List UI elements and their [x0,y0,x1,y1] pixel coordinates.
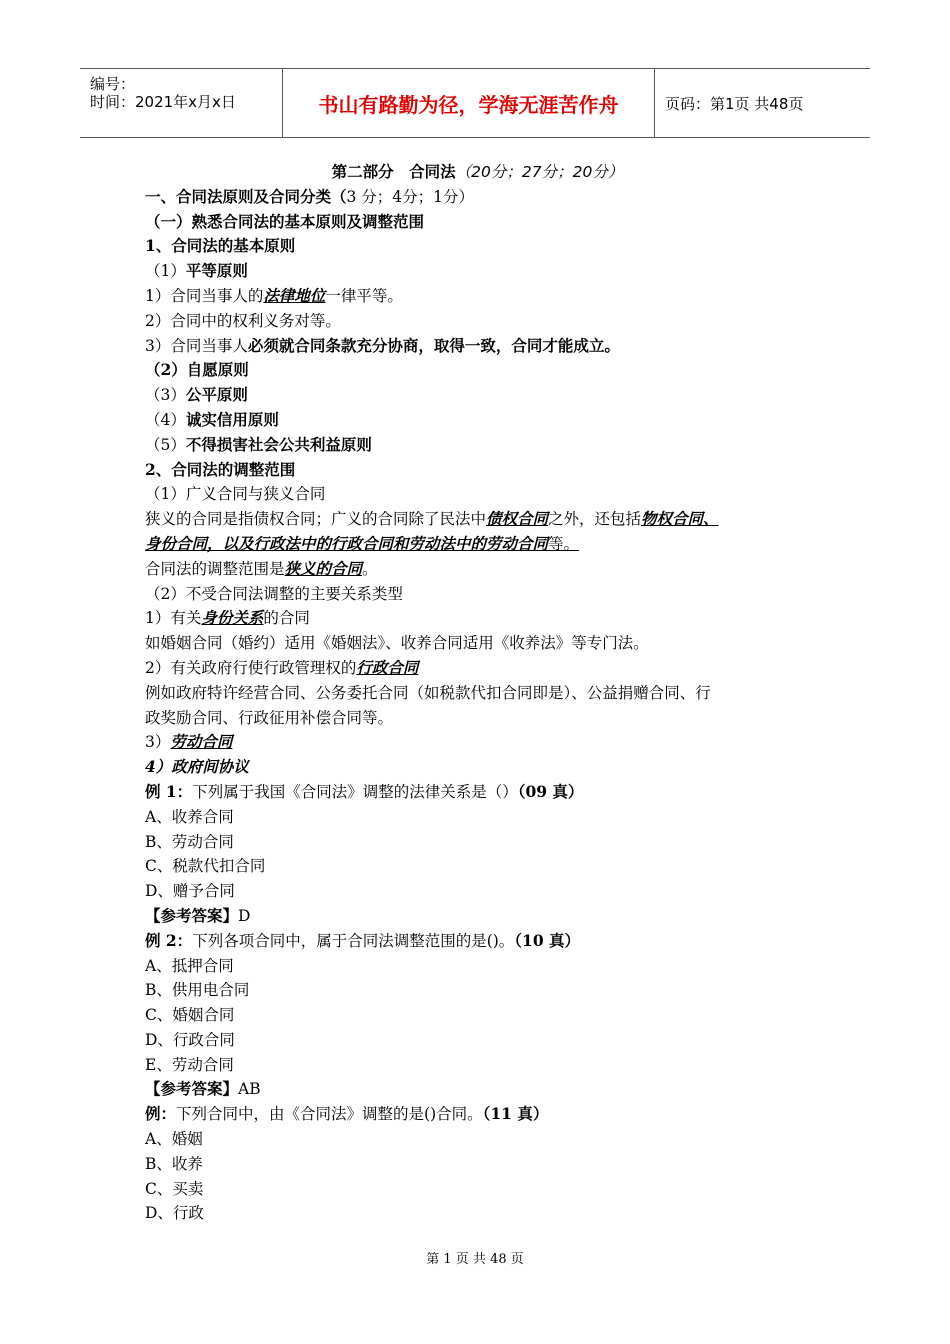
option-item: D、赠予合同 [145,882,235,901]
heading-scope: 2、合同法的调整范围 [145,459,296,479]
text-line: 1）合同当事人的法律地位一律平等。 [145,285,403,305]
option-item: E、劳动合同 [145,1055,234,1074]
principle-1: （1）平等原则 [145,261,248,281]
number-label: 编号： [90,75,136,93]
heading-1: 一、合同法原则及合同分类（3 分；4分；1分） [145,186,475,206]
motto: 书山有路勤为径，学海无涯苦作舟 [283,69,655,137]
option-item: C、婚姻合同 [145,1006,235,1025]
document-body [145,160,810,1226]
text-line: 4）政府间协议 [145,757,249,777]
answer-1: 【参考答案】D [145,905,251,925]
example-2: 例 2：下列各项合同中，属于合同法调整范围的是()。（10 真） [145,930,581,950]
example-2-options [145,954,810,1078]
option-item: B、供用电合同 [145,981,250,1000]
text-line: 政奖励合同、行政征用补偿合同等。 [145,708,394,727]
text-line: 狭义的合同是指债权合同；广义的合同除了民法中债权合同之外，还包括物权合同、 [145,509,719,529]
text-line: 合同法的调整范围是狭义的合同。 [145,558,378,578]
text-line: （1）广义合同与狭义合同 [145,485,326,504]
principle-2: （2）自愿原则 [145,360,249,380]
header-table [80,68,870,138]
text-line: （2）不受合同法调整的主要关系类型 [145,584,403,603]
text-line: 1）有关身份关系的合同 [145,608,310,628]
heading-principles: 1、合同法的基本原则 [145,236,296,256]
principle-5: （5）不得损害社会公共利益原则 [145,434,372,454]
option-item: C、买卖 [145,1179,204,1198]
option-item: A、婚姻 [145,1130,203,1149]
time-label: 时间：2021年x月x日 [90,93,236,111]
principle-4: （4）诚实信用原则 [145,409,279,429]
option-item: D、行政合同 [145,1030,235,1049]
option-item: A、抵押合同 [145,956,234,975]
page-footer: 第 1 页 共 48 页 [426,1252,524,1267]
option-item: C、税款代扣合同 [145,857,266,876]
section-title: 第二部分 合同法（20分；27分；20分） [331,163,624,181]
text-line: 2）合同中的权利义务对等。 [145,311,341,330]
text-line: 2）有关政府行使行政管理权的行政合同 [145,657,419,677]
example-3-options [145,1127,810,1226]
option-item: D、行政 [145,1204,204,1223]
subheading-1: （一）熟悉合同法的基本原则及调整范围 [145,211,425,231]
text-line: 身份合同，以及行政法中的行政合同和劳动法中的劳动合同等。 [145,533,580,553]
option-item: B、劳动合同 [145,832,234,851]
text-line: 3）合同当事人必须就合同条款充分协商，取得一致，合同才能成立。 [145,335,620,355]
principle-3: （3）公平原则 [145,385,248,405]
option-item: A、收养合同 [145,807,234,826]
answer-2: 【参考答案】AB [145,1079,261,1099]
text-line: 例如政府特许经营合同、公务委托合同（如税款代扣合同即是）、公益捐赠合同、行 [145,683,711,702]
option-item: B、收养 [145,1154,203,1173]
example-3: 例：下列合同中，由《合同法》调整的是()合同。（11 真） [145,1104,549,1124]
example-1-options [145,805,810,904]
text-line: 3）劳动合同 [145,732,233,752]
example-1: 例 1：下列属于我国《合同法》调整的法律关系是（）（09 真） [145,781,584,801]
page-info: 页码：第1页 共48页 [665,94,804,113]
text-line: 如婚姻合同（婚约）适用《婚姻法》、收养合同适用《收养法》等专门法。 [145,634,649,653]
header-left-cell [80,69,283,137]
